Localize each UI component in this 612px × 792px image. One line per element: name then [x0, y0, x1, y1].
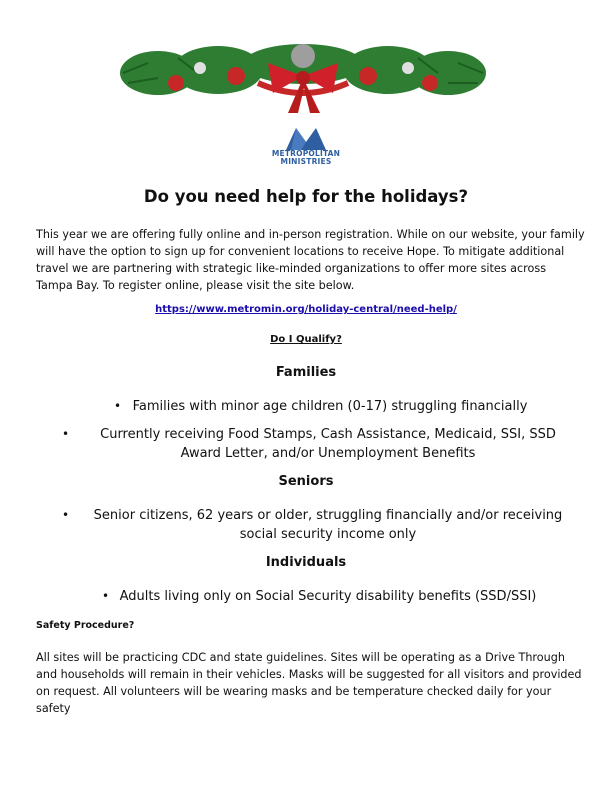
qualify-heading: Do I Qualify?: [270, 334, 342, 345]
intro-paragraph: This year we are offering fully online and in-person registration. While on our website, your family will have the option to sign up for convenient locations to receive Hope. To mitigate additional travel we are partnering with strategic like-minded organizations to offer more sites across Tampa Bay. To register online, please visit the site below.: [36, 228, 585, 292]
seniors-heading: Seniors: [278, 474, 334, 489]
individuals-heading: Individuals: [265, 555, 347, 570]
logo-text-line2: MINISTRIES: [280, 157, 332, 166]
registration-link[interactable]: https://www.metromin.org/holiday-central/need-help/: [155, 304, 457, 315]
list-item: [62, 425, 578, 463]
safety-paragraph: All sites will be practicing CDC and state guidelines. Sites will be operating as a Drive Through and households will remain in their vehicles. Masks will be suggested for all visitors and provided on request. All volunteers will be wearing masks and be temperature checked daily for your safety: [36, 651, 582, 715]
logo-mark-icon: [284, 124, 328, 150]
list-item-text: Currently receiving Food Stamps, Cash Assistance, Medicaid, SSI, SSD Award Letter, and/or Unemployment Benefits: [100, 427, 556, 461]
bullet-icon: •: [114, 399, 122, 413]
safety-heading: Safety Procedure?: [36, 620, 135, 631]
list-item-text: Senior citizens, 62 years or older, struggling financially and/or receiving social security income only: [93, 508, 563, 542]
metropolitan-ministries-logo: [265, 124, 347, 176]
logo-text-line1: METROPOLITAN: [271, 149, 341, 158]
list-item: [114, 397, 530, 416]
families-heading: Families: [275, 365, 337, 380]
holiday-garland-image: [118, 28, 488, 118]
list-item: [62, 506, 578, 544]
list-item: [102, 587, 538, 606]
page-title: Do you need help for the holidays?: [143, 187, 469, 206]
bullet-icon: •: [62, 508, 70, 522]
list-item-text: Adults living only on Social Security disability benefits (SSD/SSI): [119, 589, 537, 604]
bullet-icon: •: [62, 427, 70, 441]
list-item-text: Families with minor age children (0-17) struggling financially: [132, 399, 528, 414]
bullet-icon: •: [102, 589, 110, 603]
